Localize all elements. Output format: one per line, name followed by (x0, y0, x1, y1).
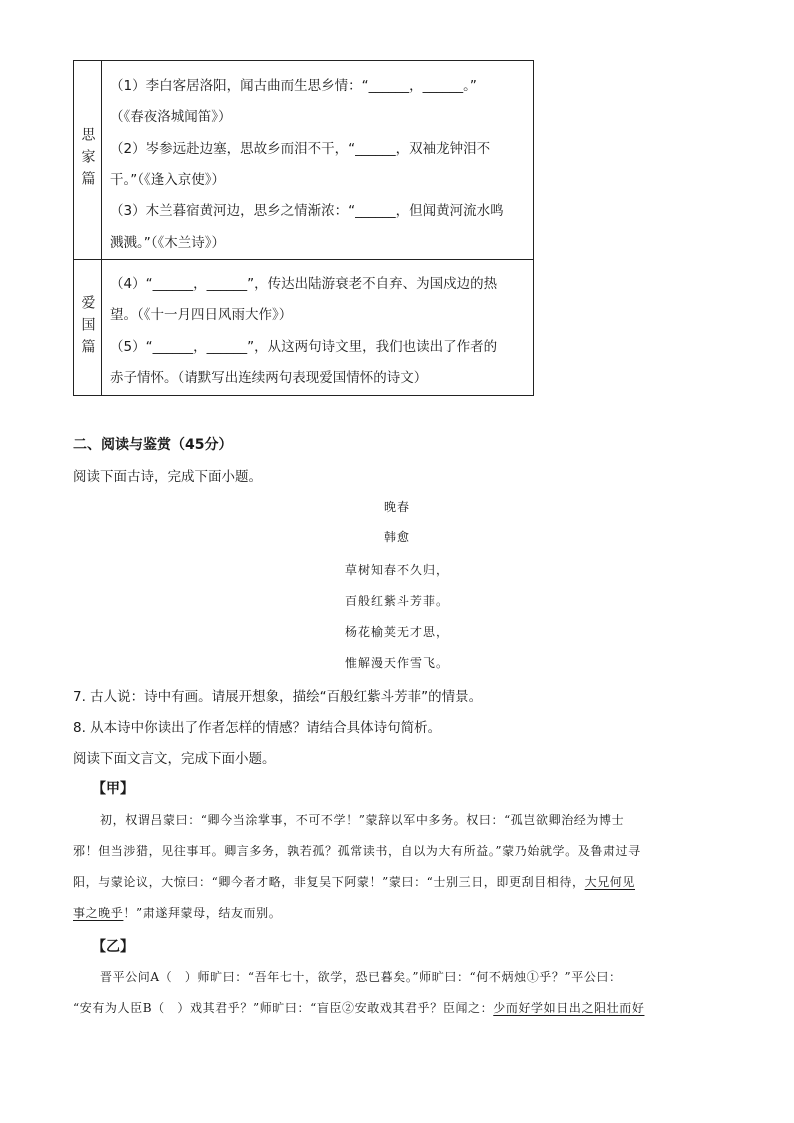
table-line: （《春夜洛城闻笛》） (110, 109, 232, 125)
poem-line: 杨花榆荚无才思， (344, 625, 449, 639)
passage-jia-tail: ！”肃遂拜蒙母，结友而别。 (123, 906, 282, 920)
category-cell (74, 260, 102, 395)
table-row-homesick (74, 61, 533, 260)
passage-yi-line: 晋平公问A（ ）师旷曰：“吾年七十，欲学，恐已暮矣。”师旷曰：“何不炳烛①乎？”平公曰： (100, 970, 622, 984)
table-line: （3）木兰暮宿黄河边，思乡之情渐浓：“______，但闻黄河流水鸣 (110, 203, 504, 219)
table-line: （5）“______，______”，从这两句诗文里，我们也读出了作者的 (110, 339, 498, 355)
poem-author: 韩愈 (383, 530, 410, 544)
underlined-phrase: 少而好学如日出之阳壮而好 (493, 1001, 645, 1015)
poem-title: 晚春 (383, 500, 410, 514)
underlined-phrase: 事之晚乎 (73, 906, 124, 920)
question-8: 8. 从本诗中你读出了作者怎样的情感？请结合具体诗句简析。 (73, 720, 442, 736)
passage-jia-label: 【甲】 (92, 781, 134, 797)
blank-a: A（ ） (150, 970, 198, 984)
table-line: （1）李白客居洛阳，闻古曲而生思乡情：“______，______。” (110, 78, 477, 94)
table-line: 溅溅。”（《木兰诗》） (110, 235, 225, 251)
instruction-poem: 阅读下面古诗，完成下面小题。 (73, 469, 262, 485)
category-cell (74, 61, 102, 259)
passage-yi-label: 【乙】 (92, 939, 134, 955)
passage-jia-line: 初，权谓吕蒙曰：“卿今当涂掌事，不可不学！”蒙辞以军中多务。权曰：“孤岂欲卿治经为博士 (100, 813, 625, 827)
table-line: 望。（《十一月四日风雨大作》） (110, 307, 293, 323)
table-line: 干。”（《逢入京使》） (110, 172, 225, 188)
category-label: 思家篇 (79, 127, 96, 193)
table-line: 赤子情怀。（请默写出连续两句表现爱国情怀的诗文） (110, 370, 428, 386)
passage-jia-line: 邪！但当涉猎，见往事耳。卿言多务，孰若孤？孤常读书，自以为大有所益。”蒙乃始就学。及鲁肃过寻 (73, 844, 641, 858)
poem-line: 百般红紫斗芳菲。 (344, 594, 449, 608)
category-label: 爱国篇 (79, 294, 96, 361)
instruction-prose: 阅读下面文言文，完成下面小题。 (73, 751, 276, 767)
table-line: （2）岑参远赴边塞，思故乡而泪不干，“______，双袖龙钟泪不 (110, 141, 491, 157)
poem-line: 惟解漫天作雪飞。 (344, 656, 449, 670)
poem-line: 草树知春不久归， (344, 563, 449, 577)
section-title: 二、阅读与鉴赏（45分） (73, 437, 233, 453)
question-7: 7. 古人说：诗中有画。请展开想象，描绘“百般红紫斗芳菲”的情景。 (73, 689, 483, 705)
passage-yi-line: “安有为人臣B（ ）戏其君乎？”师旷曰：“盲臣②安敢戏其君乎？臣闻之：少而好学如日出之阳壮而好 (73, 1001, 645, 1015)
table-row-patriotic (74, 260, 533, 395)
passage-jia-line (73, 904, 281, 921)
table-line: （4）“______，______”，传达出陆游衰老不自弃、为国戍边的热 (110, 276, 498, 292)
passage-jia-line: 阳，与蒙论议，大惊曰：“卿今者才略，非复吴下阿蒙！”蒙曰：“士别三日，即更刮目相待，大兄何见 (73, 875, 636, 889)
fill-in-table (73, 60, 534, 396)
underlined-phrase: 大兄何见 (584, 875, 636, 889)
blank-b: B（ ） (142, 1001, 190, 1015)
